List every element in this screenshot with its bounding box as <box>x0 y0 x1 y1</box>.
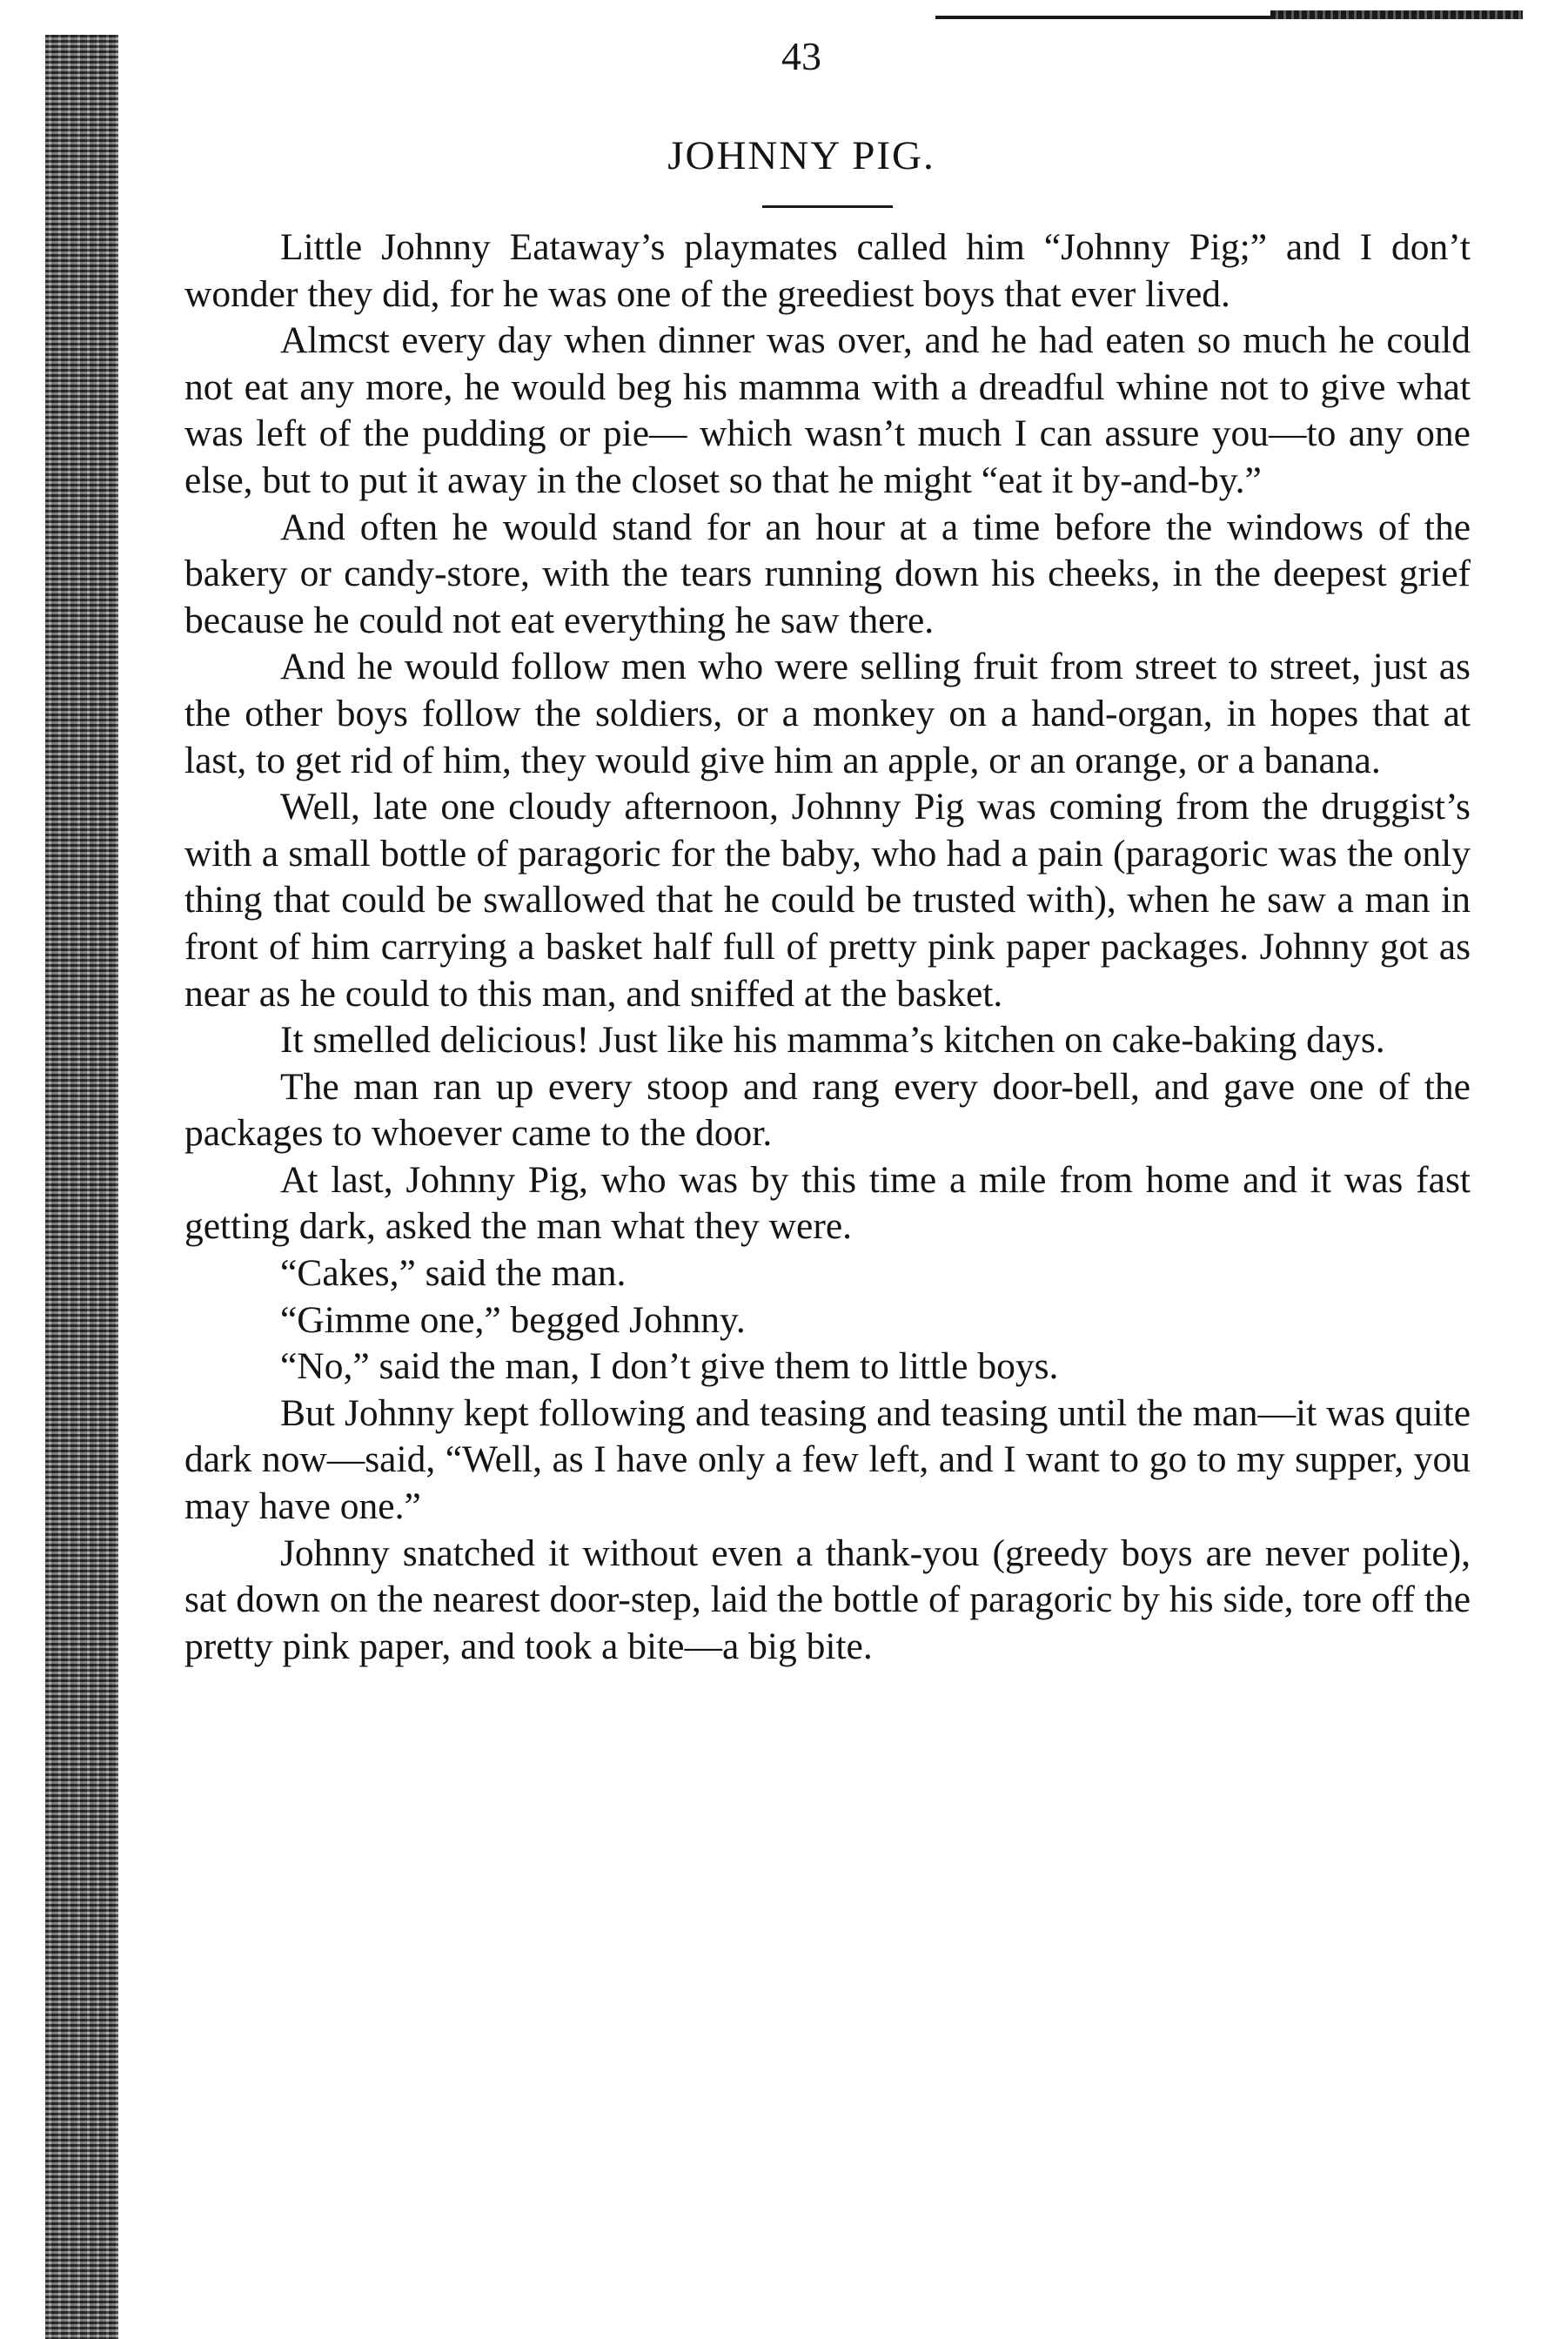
paragraph: “No,” said the man, I don’t give them to little boys. <box>280 1345 1059 1388</box>
paragraph: And often he would stand for an hour at a time before the windows of the bakery or candy-store, with the tears running down his cheeks, in the deepest grief because he could not eat everything he saw there. <box>184 506 1471 641</box>
title-divider <box>762 205 893 208</box>
paragraph: Little Johnny Eataway’s playmates called him “Johnny Pig;” and I don’t wonder they did, for he was one of the greediest boys that ever lived. <box>184 226 1471 315</box>
paragraph: The man ran up every stoop and rang every door-bell, and gave one of the packages to whoever came to the door. <box>184 1065 1471 1155</box>
story-body <box>184 225 1471 1670</box>
paragraph: It smelled delicious! Just like his mamma’s kitchen on cake-baking days. <box>280 1019 1385 1062</box>
page-title: JOHNNY PIG. <box>667 133 935 178</box>
paragraph: Johnny snatched it without even a thank-you (greedy boys are never polite), sat down on the nearest door-step, laid the bottle of paragoric by his side, tore off the pretty pink paper, and took a bite—a big bite. <box>184 1531 1471 1667</box>
paragraph: Well, late one cloudy afternoon, Johnny Pig was coming from the druggist’s with a small bottle of paragoric for the baby, who had a pain (paragoric was the only thing that could be swallowed that he could be trusted with), when he saw a man in front of him carrying a basket half full of pretty pink paper packages. Johnny got as near as he could to this man, and sniffed at the basket. <box>184 786 1471 1015</box>
paragraph: But Johnny kept following and teasing and teasing until the man—it was quite dark now—said, “Well, as I have only a few left, and I want to go to my supper, you may have one.” <box>184 1391 1471 1528</box>
paragraph: Almcst every day when dinner was over, and he had eaten so much he could not eat any more, he would beg his mamma with a dreadful whine not to give what was left of the pudding or pie— which wasn’t much I can assure you—to any one else, but to put it away in the closet so that he might “eat it by-and-by.” <box>184 319 1471 501</box>
paragraph: “Cakes,” said the man. <box>280 1252 627 1295</box>
top-rule-ornament <box>1270 10 1523 19</box>
page-number: 43 <box>781 34 821 78</box>
paragraph: At last, Johnny Pig, who was by this time a mile from home and it was fast getting dark, asked the man what they were. <box>184 1158 1471 1248</box>
paragraph: And he would follow men who were selling fruit from street to street, just as the other boys follow the soldiers, or a monkey on a hand-organ, in hopes that at last, to get rid of him, they would give him an apple, or an orange, or a banana. <box>184 646 1471 781</box>
paragraph: “Gimme one,” begged Johnny. <box>280 1298 746 1341</box>
book-binding-edge <box>45 35 118 2339</box>
